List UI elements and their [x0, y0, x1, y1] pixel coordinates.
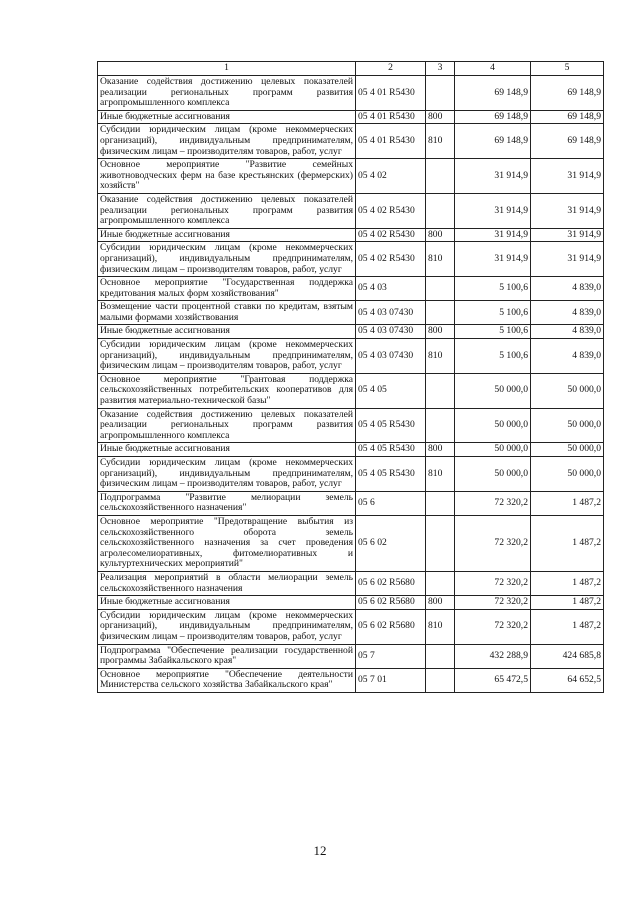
row-code-cell: 05 4 01 R5430: [356, 124, 426, 159]
table-row: [98, 668, 604, 692]
row-name-cell: Субсидии юридическим лицам (кроме некоммерческих организаций), индивидуальным предпринимателям, физическим лицам – производителям товаров, работ, услуг: [98, 457, 356, 492]
row-code-cell: 05 4 03 07430: [356, 339, 426, 374]
row-amount-2-cell: 64 652,5: [531, 668, 604, 692]
row-amount-1-cell: 69 148,9: [455, 76, 531, 111]
row-amount-1-cell: 31 914,9: [455, 193, 531, 228]
header-col-4: 4: [455, 62, 531, 76]
row-amount-2-cell: 4 839,0: [531, 339, 604, 374]
row-expense-type-cell: [426, 277, 455, 301]
row-expense-type-cell: [426, 159, 455, 194]
row-name-cell: Основное мероприятие "Государственная поддержка кредитования малых форм хозяйствования": [98, 277, 356, 301]
row-amount-1-cell: 72 320,2: [455, 596, 531, 610]
row-expense-type-cell: [426, 491, 455, 515]
row-code-cell: 05 4 02 R5430: [356, 193, 426, 228]
row-code-cell: 05 4 01 R5430: [356, 110, 426, 124]
row-expense-type-cell: 800: [426, 110, 455, 124]
row-amount-2-cell: 1 487,2: [531, 571, 604, 595]
row-amount-2-cell: 69 148,9: [531, 76, 604, 111]
row-code-cell: 05 4 02: [356, 159, 426, 194]
row-amount-1-cell: 69 148,9: [455, 110, 531, 124]
row-amount-1-cell: 5 100,6: [455, 301, 531, 325]
table-row: [98, 515, 604, 571]
row-name-cell: Иные бюджетные ассигнования: [98, 596, 356, 610]
row-amount-2-cell: 31 914,9: [531, 193, 604, 228]
row-expense-type-cell: 800: [426, 228, 455, 242]
row-code-cell: 05 4 05 R5430: [356, 443, 426, 457]
row-code-cell: 05 4 01 R5430: [356, 76, 426, 111]
row-code-cell: 05 6 02 R5680: [356, 596, 426, 610]
row-amount-2-cell: 31 914,9: [531, 159, 604, 194]
row-expense-type-cell: [426, 76, 455, 111]
row-code-cell: 05 4 03: [356, 277, 426, 301]
row-name-cell: Субсидии юридическим лицам (кроме некоммерческих организаций), индивидуальным предпринимателям, физическим лицам – производителям товаров, работ, услуг: [98, 242, 356, 277]
row-expense-type-cell: [426, 373, 455, 408]
row-name-cell: Оказание содействия достижению целевых показателей реализации региональных программ развития агропромышленного комплекса: [98, 408, 356, 443]
row-amount-2-cell: 69 148,9: [531, 124, 604, 159]
row-amount-1-cell: 72 320,2: [455, 571, 531, 595]
row-name-cell: Иные бюджетные ассигнования: [98, 443, 356, 457]
page-number: 12: [313, 843, 327, 858]
row-amount-2-cell: 69 148,9: [531, 110, 604, 124]
row-amount-1-cell: 50 000,0: [455, 443, 531, 457]
table-row: [98, 159, 604, 194]
header-col-3: 3: [426, 62, 455, 76]
row-name-cell: Иные бюджетные ассигнования: [98, 110, 356, 124]
table-header-row: [98, 62, 604, 76]
row-name-cell: Оказание содействия достижению целевых показателей реализации региональных программ развития агропромышленного комплекса: [98, 76, 356, 111]
table-row: [98, 491, 604, 515]
row-amount-1-cell: 31 914,9: [455, 242, 531, 277]
row-name-cell: Возмещение части процентной ставки по кредитам, взятым малыми формами хозяйствования: [98, 301, 356, 325]
row-code-cell: 05 6: [356, 491, 426, 515]
row-expense-type-cell: 810: [426, 339, 455, 374]
row-code-cell: 05 7 01: [356, 668, 426, 692]
row-amount-1-cell: 432 288,9: [455, 644, 531, 668]
row-amount-1-cell: 72 320,2: [455, 491, 531, 515]
header-col-5: 5: [531, 62, 604, 76]
table-row: [98, 277, 604, 301]
table-row: [98, 644, 604, 668]
row-expense-type-cell: [426, 644, 455, 668]
row-name-cell: Субсидии юридическим лицам (кроме некоммерческих организаций), индивидуальным предпринимателям, физическим лицам – производителям товаров, работ, услуг: [98, 339, 356, 374]
table-row: [98, 110, 604, 124]
table-row: [98, 571, 604, 595]
row-amount-1-cell: 72 320,2: [455, 515, 531, 571]
row-name-cell: Иные бюджетные ассигнования: [98, 325, 356, 339]
row-amount-1-cell: 5 100,6: [455, 325, 531, 339]
row-code-cell: 05 6 02 R5680: [356, 609, 426, 644]
row-name-cell: Субсидии юридическим лицам (кроме некоммерческих организаций), индивидуальным предпринимателям, физическим лицам – производителям товаров, работ, услуг: [98, 124, 356, 159]
table-body: [98, 76, 604, 693]
table-row: [98, 596, 604, 610]
table-row: [98, 76, 604, 111]
table-row: [98, 301, 604, 325]
row-code-cell: 05 4 05 R5430: [356, 408, 426, 443]
row-expense-type-cell: 810: [426, 609, 455, 644]
table-row: [98, 339, 604, 374]
row-amount-2-cell: 1 487,2: [531, 609, 604, 644]
row-expense-type-cell: [426, 668, 455, 692]
row-code-cell: 05 7: [356, 644, 426, 668]
row-expense-type-cell: [426, 301, 455, 325]
table-row: [98, 457, 604, 492]
row-code-cell: 05 6 02 R5680: [356, 571, 426, 595]
row-amount-1-cell: 50 000,0: [455, 408, 531, 443]
row-amount-2-cell: 50 000,0: [531, 443, 604, 457]
row-expense-type-cell: 800: [426, 596, 455, 610]
row-amount-2-cell: 1 487,2: [531, 596, 604, 610]
row-code-cell: 05 4 03 07430: [356, 325, 426, 339]
row-expense-type-cell: 810: [426, 457, 455, 492]
row-name-cell: Основное мероприятие "Обеспечение деятельности Министерства сельского хозяйства Забайкальского края": [98, 668, 356, 692]
row-amount-1-cell: 50 000,0: [455, 457, 531, 492]
row-amount-2-cell: 4 839,0: [531, 301, 604, 325]
row-amount-1-cell: 5 100,6: [455, 277, 531, 301]
row-amount-2-cell: 4 839,0: [531, 277, 604, 301]
row-name-cell: Основное мероприятие "Грантовая поддержка сельскохозяйственных потребительских кооперативов для развития материально-технической базы": [98, 373, 356, 408]
row-expense-type-cell: 810: [426, 242, 455, 277]
row-expense-type-cell: [426, 193, 455, 228]
row-name-cell: Иные бюджетные ассигнования: [98, 228, 356, 242]
row-code-cell: 05 4 05: [356, 373, 426, 408]
row-amount-2-cell: 31 914,9: [531, 228, 604, 242]
table-row: [98, 325, 604, 339]
row-code-cell: 05 4 02 R5430: [356, 242, 426, 277]
row-amount-1-cell: 50 000,0: [455, 373, 531, 408]
row-amount-2-cell: 50 000,0: [531, 373, 604, 408]
table-row: [98, 408, 604, 443]
header-col-2: 2: [356, 62, 426, 76]
row-amount-1-cell: 31 914,9: [455, 159, 531, 194]
row-name-cell: Основное мероприятие "Предотвращение выбытия из сельскохозяйственного оборота земель сельскохозяйственного назначения за счет проведения агролесомелиоративных, фитомелиоративных и культуртехнических мероприятий": [98, 515, 356, 571]
row-expense-type-cell: [426, 515, 455, 571]
table-row: [98, 373, 604, 408]
table-row: [98, 193, 604, 228]
row-amount-1-cell: 31 914,9: [455, 228, 531, 242]
row-amount-2-cell: 50 000,0: [531, 408, 604, 443]
table-row: [98, 443, 604, 457]
row-amount-1-cell: 72 320,2: [455, 609, 531, 644]
row-amount-1-cell: 65 472,5: [455, 668, 531, 692]
row-amount-2-cell: 424 685,8: [531, 644, 604, 668]
row-code-cell: 05 6 02: [356, 515, 426, 571]
row-name-cell: Основное мероприятие "Развитие семейных животноводческих ферм на базе крестьянских (фермерских) хозяйств": [98, 159, 356, 194]
row-amount-2-cell: 4 839,0: [531, 325, 604, 339]
row-code-cell: 05 4 03 07430: [356, 301, 426, 325]
row-expense-type-cell: 800: [426, 443, 455, 457]
table-row: [98, 609, 604, 644]
row-amount-1-cell: 69 148,9: [455, 124, 531, 159]
row-code-cell: 05 4 05 R5430: [356, 457, 426, 492]
row-amount-1-cell: 5 100,6: [455, 339, 531, 374]
row-amount-2-cell: 31 914,9: [531, 242, 604, 277]
row-name-cell: Реализация мероприятий в области мелиорации земель сельскохозяйственного назначения: [98, 571, 356, 595]
row-expense-type-cell: [426, 408, 455, 443]
table-row: [98, 124, 604, 159]
row-amount-2-cell: 1 487,2: [531, 491, 604, 515]
row-name-cell: Субсидии юридическим лицам (кроме некоммерческих организаций), индивидуальным предпринимателям, физическим лицам – производителям товаров, работ, услуг: [98, 609, 356, 644]
row-name-cell: Подпрограмма "Развитие мелиорации земель сельскохозяйственного назначения": [98, 491, 356, 515]
row-code-cell: 05 4 02 R5430: [356, 228, 426, 242]
row-expense-type-cell: 800: [426, 325, 455, 339]
row-expense-type-cell: [426, 571, 455, 595]
table-row: [98, 242, 604, 277]
header-col-1: 1: [98, 62, 356, 76]
row-amount-2-cell: 50 000,0: [531, 457, 604, 492]
row-name-cell: Оказание содействия достижению целевых показателей реализации региональных программ развития агропромышленного комплекса: [98, 193, 356, 228]
budget-table: [97, 61, 604, 693]
row-amount-2-cell: 1 487,2: [531, 515, 604, 571]
row-expense-type-cell: 810: [426, 124, 455, 159]
table-row: [98, 228, 604, 242]
row-name-cell: Подпрограмма "Обеспечение реализации государственной программы Забайкальского края": [98, 644, 356, 668]
